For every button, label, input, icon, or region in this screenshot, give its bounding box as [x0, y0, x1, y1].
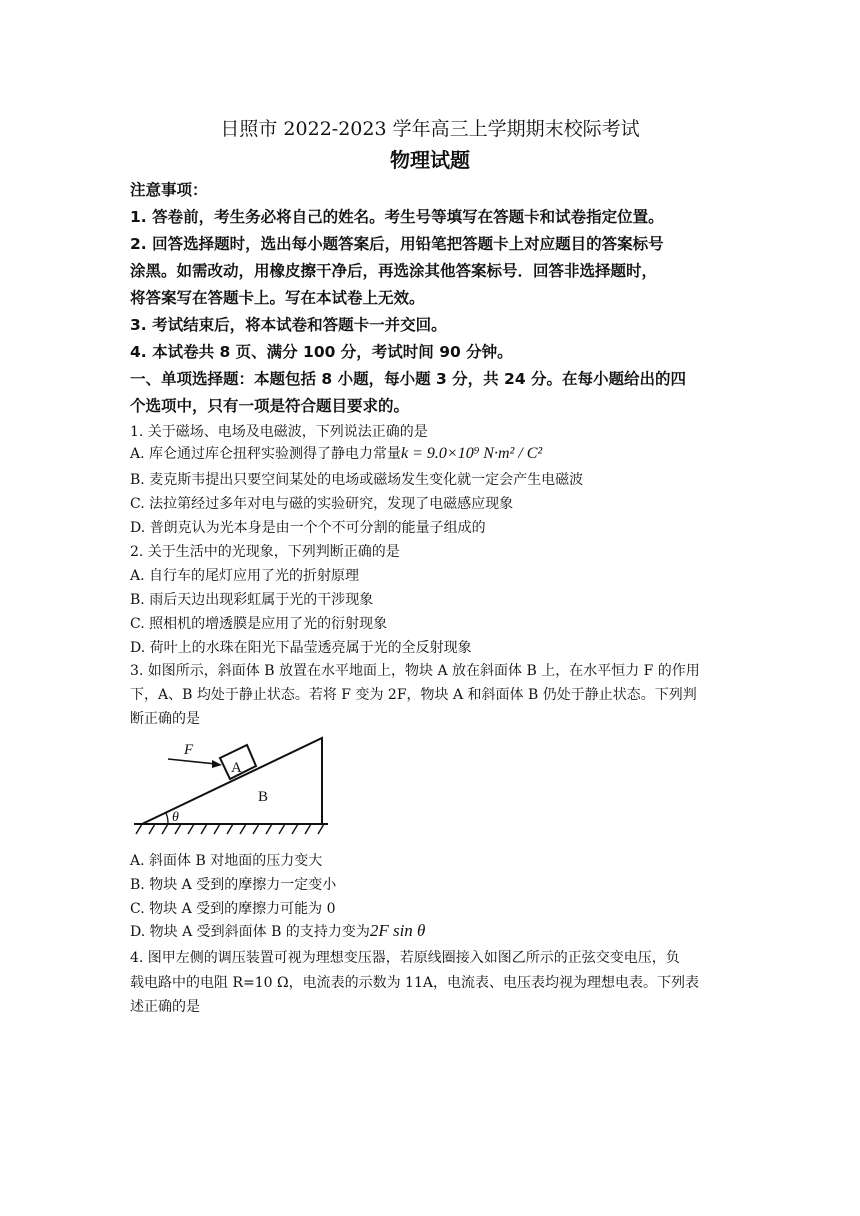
- angle-arc: [166, 813, 168, 824]
- q3-option-d-text: D. 物块 A 受到斜面体 B 的支持力变为: [130, 924, 370, 940]
- force-label: F: [184, 742, 194, 758]
- q1-option-a: [130, 443, 740, 463]
- q3-stem-line-2: 下，A、B 均处于静止状态。若将 F 变为 2F，物块 A 和斜面体 B 仍处于静止状态。下列判: [130, 687, 697, 703]
- q1-stem: 1. 关于磁场、电场及电磁波，下列说法正确的是: [130, 424, 428, 440]
- q3-stem-line-3: 断正确的是: [130, 711, 200, 727]
- note-3: 3. 考试结束后，将本试卷和答题卡一并交回。: [130, 316, 447, 334]
- q3-option-d: [130, 921, 740, 941]
- note-2-line-3: 将答案写在答题卡上。写在本试卷上无效。: [130, 289, 425, 307]
- q1-option-d: D. 普朗克认为光本身是由一个个不可分割的能量子组成的: [130, 520, 486, 536]
- force-arrow-line: [168, 759, 216, 764]
- incline-block-b: [142, 738, 322, 824]
- note-1: 1. 答卷前，考生务必将自己的姓名。考生号等填写在答题卡和试卷指定位置。: [130, 208, 664, 226]
- q2-option-a: A. 自行车的尾灯应用了光的折射原理: [130, 568, 360, 584]
- theta-label: θ: [172, 810, 179, 825]
- q4-stem-line-3: 述正确的是: [130, 999, 200, 1015]
- q1-option-a-text: A. 库仑通过库仑扭秤实验测得了静电力常量: [130, 446, 402, 462]
- q2-option-d: D. 荷叶上的水珠在阳光下晶莹透亮属于光的全反射现象: [130, 640, 472, 656]
- note-2-line-2: 涂黑。如需改动，用橡皮擦干净后，再选涂其他答案标号．回答非选择题时，: [130, 262, 658, 280]
- exam-title: 日照市 2022-2023 学年高三上学期期末校际考试: [220, 118, 640, 140]
- ground-hatching: [136, 824, 324, 834]
- q2-stem: 2. 关于生活中的光现象，下列判断正确的是: [130, 544, 400, 560]
- q1-option-c: C. 法拉第经过多年对电与磁的实验研究，发现了电磁感应现象: [130, 496, 514, 512]
- q4-stem-line-1: 4. 图甲左侧的调压装置可视为理想变压器，若原线圈接入如图乙所示的正弦交变电压，负: [130, 950, 680, 966]
- q3-stem-line-1: 3. 如图所示，斜面体 B 放置在水平地面上，物块 A 放在斜面体 B 上，在水平恒力 F 的作用: [130, 663, 700, 679]
- q3-option-d-formula: 2F sin θ: [369, 921, 426, 940]
- block-a-label: A: [231, 760, 242, 776]
- q1-option-b: B. 麦克斯韦提出只要空间某处的电场或磁场发生变化就一定会产生电磁波: [130, 472, 584, 488]
- notes-heading: 注意事项：: [130, 181, 208, 199]
- q3-option-a: A. 斜面体 B 对地面的压力变大: [130, 853, 323, 869]
- incline-figure: [128, 730, 333, 838]
- q3-option-b: B. 物块 A 受到的摩擦力一定变小: [130, 877, 337, 893]
- section-1-heading-line-2: 个选项中，只有一项是符合题目要求的。: [130, 397, 410, 415]
- section-1-heading-line-1: 一、单项选择题：本题包括 8 小题，每小题 3 分，共 24 分。在每小题给出的四: [130, 370, 687, 388]
- block-b-label: B: [258, 789, 269, 805]
- q2-option-c: C. 照相机的增透膜是应用了光的衍射现象: [130, 616, 388, 632]
- q4-stem-line-2: 载电路中的电阻 R=10 Ω，电流表的示数为 11A，电流表、电压表均视为理想电表。下列表: [130, 975, 699, 991]
- q2-option-b: B. 雨后天边出现彩虹属于光的干涉现象: [130, 592, 374, 608]
- q3-option-c: C. 物块 A 受到的摩擦力可能为 0: [130, 901, 336, 917]
- subject-title: 物理试题: [390, 148, 470, 172]
- q1-option-a-formula: k = 9.0×10⁹ N·m² / C²: [401, 445, 543, 462]
- note-4: 4. 本试卷共 8 页、满分 100 分，考试时间 90 分钟。: [130, 343, 513, 361]
- note-2-line-1: 2. 回答选择题时，选出每小题答案后，用铅笔把答题卡上对应题目的答案标号: [130, 235, 664, 253]
